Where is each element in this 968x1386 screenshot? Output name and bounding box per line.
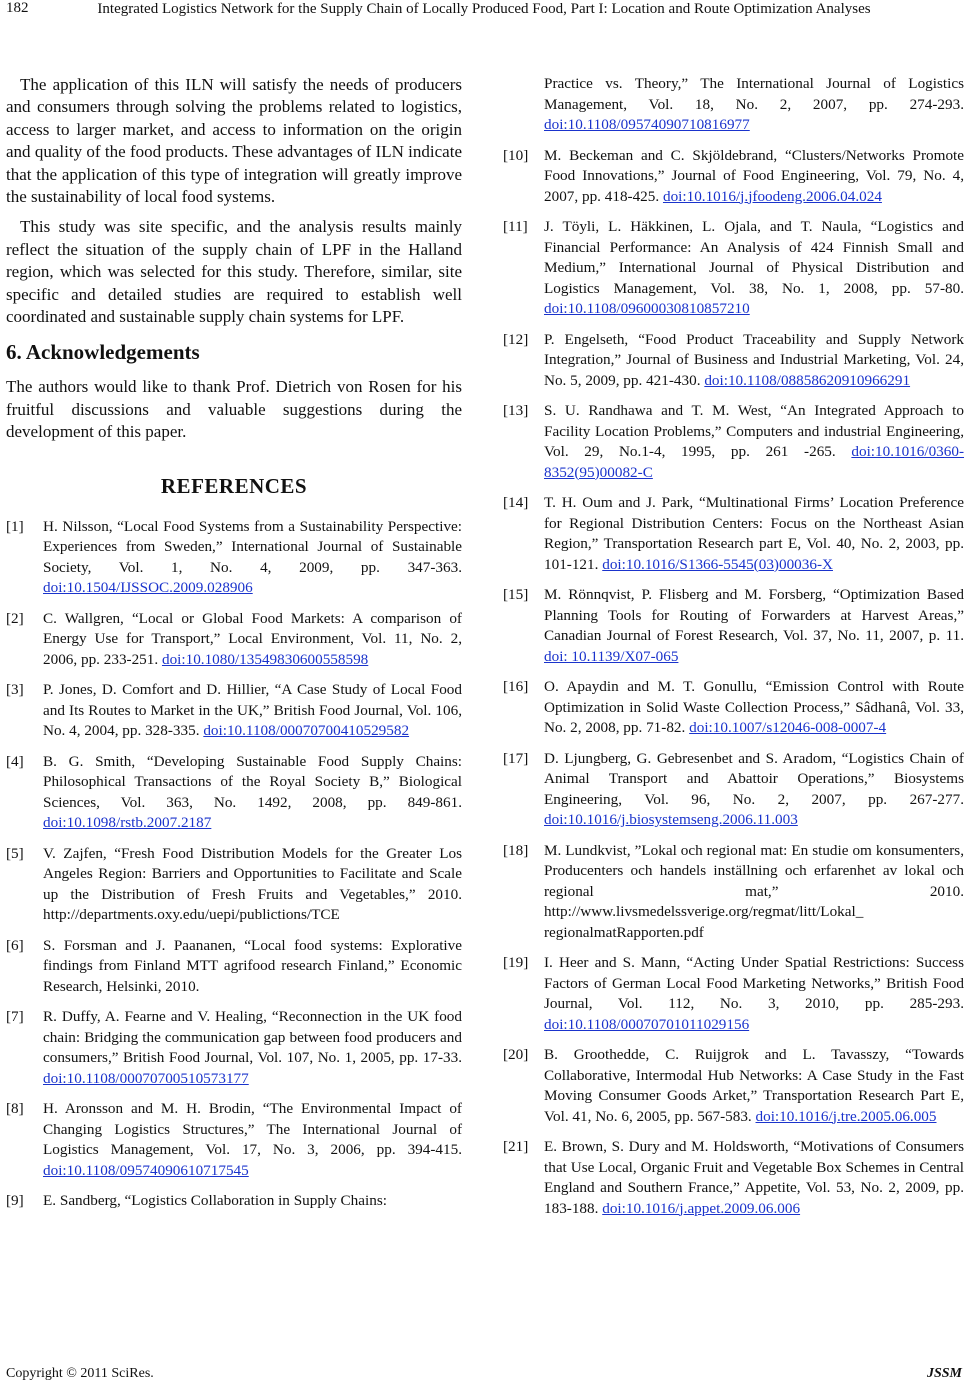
page-header: [0, 0, 968, 44]
reference-citation: E. Brown, S. Dury and M. Holdsworth, “Motivations of Consumers that Use Local, Organic Fruit and Vegetable Box Schemes in Central England and Southern France,” Appetite, Vol. 53, No. 2, 2009, pp. 183-188.: [544, 1138, 964, 1217]
doi-link[interactable]: doi:10.1016/j.biosystemseng.2006.11.003: [544, 811, 798, 828]
reference-citation: P. Engelseth, “Food Product Traceability and Supply Network Integration,” Journal of Business and Industrial Marketing, Vol. 24, No. 5, 2009, pp. 421-430.: [544, 330, 964, 389]
reference-item: [503, 493, 964, 575]
reference-text: [544, 217, 964, 320]
doi-link[interactable]: doi: 10.1139/X07-065: [544, 647, 679, 665]
reference-text: [43, 609, 462, 671]
reference-text: [544, 1137, 964, 1219]
reference-number: [4]: [6, 752, 24, 770]
doi-link[interactable]: doi:10.1108/00070701011029156: [544, 1015, 750, 1033]
reference-number: [13]: [503, 402, 529, 419]
reference-citation: O. Apaydin and M. T. Gonullu, “Emission Control with Route Optimization in Solid Waste Collection Process,” Sâdhanâ, Vol. 33, No. 2, 2008, pp. 71-82.: [544, 678, 964, 736]
doi-link[interactable]: doi:10.1016/0360-8352(95)00082-C: [544, 443, 965, 481]
reference-number: [18]: [503, 841, 529, 859]
reference-number: [8]: [6, 1100, 24, 1118]
reference-text: [43, 844, 462, 926]
doi-link[interactable]: doi:10.1504/IJSSOC.2009.028906: [43, 579, 253, 597]
reference-text: [43, 517, 462, 599]
reference-number: [19]: [503, 954, 529, 971]
reference-item: [6, 517, 462, 599]
reference-item: [6, 609, 462, 671]
reference-number: [16]: [503, 678, 529, 695]
reference-citation: S. U. Randhawa and T. M. West, “An Integrated Approach to Facility Location Problems,” Computers and industrial Engineering, Vol. 29, No.1-4, 1995, pp. 261 -265.: [544, 402, 964, 460]
reference-list-right: [503, 74, 964, 1219]
reference-text: [544, 74, 964, 136]
doi-link[interactable]: doi:10.1108/00070700410529582: [203, 722, 410, 740]
doi-link[interactable]: doi:10.1108/09574090710816977: [544, 116, 750, 133]
reference-number: [3]: [6, 681, 24, 699]
reference-number: [5]: [6, 844, 24, 862]
doi-link[interactable]: doi:10.1098/rstb.2007.2187: [43, 814, 212, 832]
reference-citation: E. Sandberg, “Logistics Collaboration in Supply Chains:: [43, 1192, 387, 1210]
reference-number: [10]: [503, 146, 529, 164]
reference-text: [544, 493, 964, 575]
reference-citation: Practice vs. Theory,” The International Journal of Logistics Management, Vol. 18, No. 2, 2007, pp. 274-293.: [544, 75, 964, 113]
reference-citation: R. Duffy, A. Fearne and V. Healing, “Reconnection in the UK food chain: Bridging the communication gap between food producers and consumers,” British Food Journal, Vol. 107, No. 1, 2005, pp. 17-33.: [43, 1008, 462, 1067]
page-number: 182: [6, 0, 29, 16]
reference-number: [14]: [503, 494, 529, 511]
doi-link[interactable]: doi:10.1108/09574090610717545: [43, 1161, 249, 1179]
reference-text: [544, 841, 964, 944]
reference-number: [9]: [6, 1192, 24, 1210]
reference-citation: D. Ljungberg, G. Gebresenbet and S. Aradom, “Logistics Chain of Animal Transport and Abattoir Operations,” Biosystems Engineering, Vol. 96, No. 2, 2007, pp. 267-277.: [544, 749, 964, 808]
copyright-notice: Copyright © 2011 SciRes.: [6, 1366, 154, 1381]
reference-citation: M. Rönnqvist, P. Flisberg and M. Forsberg, “Optimization Based Planning Tools for Routing of Forwarders at Harvest Areas,” Canadian Journal of Forest Research, Vol. 37, No. 11, 2007, p. 11.: [544, 586, 964, 644]
reference-number: [17]: [503, 749, 529, 767]
reference-text: [43, 1191, 462, 1212]
running-title: Integrated Logistics Network for the Supply Chain of Locally Produced Food, Part I: Location and Route Optimization Analyses: [97, 1, 871, 17]
reference-item: [503, 217, 964, 320]
reference-item: [503, 330, 964, 392]
reference-number: [2]: [6, 609, 24, 627]
reference-text: [544, 953, 964, 1035]
left-column: [6, 74, 462, 1222]
reference-citation: J. Töyli, L. Häkkinen, L. Ojala, and T. Naula, “Logistics and Financial Performance: An Analysis of 424 Finnish Small and Medium,” International Journal of Physical Distribution and Logistics Management, Vol. 38, No. 1, 2008, pp. 57-80.: [544, 218, 964, 297]
reference-list-left: [6, 517, 462, 1212]
reference-citation: M. Lundkvist, ”Lokal och regional mat: En studie om konsumenters, Producenters och handels inställning och erfarenhet av lokal och regional mat,” 2010. http://www.livsmedelssverige.org/regmat/litt/Lokal_ regionalmatRapporten.pdf: [544, 841, 964, 941]
reference-text: [43, 1007, 462, 1089]
doi-link[interactable]: doi:10.1108/09600030810857210: [544, 300, 750, 317]
reference-number: [1]: [6, 517, 24, 535]
right-column: [503, 74, 964, 1229]
reference-text: [43, 936, 462, 998]
reference-text: [544, 677, 964, 739]
reference-item: [503, 1137, 964, 1219]
references-heading: REFERENCES: [160, 473, 308, 498]
reference-citation: S. Forsman and J. Paananen, “Local food systems: Explorative findings from Finland MTT agrifood research Finland,” Economic Research, Helsinki, 2010.: [43, 936, 462, 995]
doi-link[interactable]: doi:10.1108/00070700510573177: [43, 1069, 249, 1087]
reference-number: [7]: [6, 1008, 24, 1026]
reference-text: [544, 749, 964, 831]
reference-item: [6, 1099, 462, 1181]
reference-item: [6, 752, 462, 834]
reference-item: [6, 1007, 462, 1089]
reference-text: [544, 146, 964, 208]
reference-citation: B. Groothedde, C. Ruijgrok and L. Tavasszy, “Towards Collaborative, Intermodal Hub Networks: A Case Study in the Fast Moving Consumer Goods Arket,” Transportation Research Part E, Vol. 41, No. 6, 2005, pp. 567-583.: [544, 1046, 964, 1125]
reference-citation: T. H. Oum and J. Park, “Multinational Firms’ Location Preference for Regional Distribution Centers: Focus on the Northeast Asian Region,” Transportation Research part E, Vol. 40, No. 2, 2003, pp. 101-121.: [544, 494, 964, 573]
body-paragraph: The application of this ILN will satisfy the needs of producers and consumers through solving the problems related to logistics, access to larger market, and access to information on the origin and quality of the food products. These advantages of ILN indicate that the application of this type of integration will greatly improve the sustainability of local food systems.: [6, 75, 462, 207]
reference-number: [6]: [6, 936, 24, 954]
acknowledgements-heading: 6. Acknowledgements: [6, 340, 200, 365]
reference-citation: H. Aronsson and M. H. Brodin, “The Environmental Impact of Changing Logistics Structures,” The International Journal of Logistics Management, Vol. 17, No. 3, 2006, pp. 394-415.: [43, 1100, 462, 1159]
reference-citation: P. Jones, D. Comfort and D. Hillier, “A Case Study of Local Food and Its Routes to Market in the UK,” British Food Journal, Vol. 106, No. 4, 2004, pp. 328-335.: [43, 681, 462, 740]
reference-item: [6, 1191, 462, 1212]
reference-item: [503, 841, 964, 944]
reference-item: [6, 680, 462, 742]
acknowledgements-text: The authors would like to thank Prof. Dietrich von Rosen for his fruitful discussions and valuable suggestions during the development of this paper.: [6, 377, 462, 442]
reference-item: [503, 953, 964, 1035]
doi-link[interactable]: doi:10.1016/S1366-5545(03)00036-X: [602, 555, 833, 573]
reference-number: [15]: [503, 586, 529, 603]
body-paragraph: This study was site specific, and the analysis results mainly reflect the situation of the supply chain of LPF in the Halland region, which was selected for this study. Therefore, similar, site specific and detailed studies are required to establish well coordinated and sustainable supply chain systems for LPF.: [6, 217, 462, 327]
reference-citation: C. Wallgren, “Local or Global Food Markets: A comparison of Energy Use for Transport,” Local Environment, Vol. 11, No. 2, 2006, pp. 233-251.: [43, 609, 462, 668]
doi-link[interactable]: doi:10.1108/08858620910966291: [704, 371, 911, 389]
reference-text: [43, 1099, 462, 1181]
reference-number: [11]: [503, 218, 528, 235]
reference-number: [12]: [503, 330, 529, 348]
reference-item: [503, 677, 964, 739]
reference-number: [21]: [503, 1138, 529, 1155]
reference-citation: B. G. Smith, “Developing Sustainable Food Supply Chains: Philosophical Transactions of the Royal Society B,” Biological Sciences, Vol. 363, No. 1492, 2008, pp. 849-861.: [43, 752, 462, 811]
doi-link[interactable]: doi:10.1080/13549830600558598: [161, 650, 369, 668]
doi-link[interactable]: doi:10.1016/j.appet.2009.06.006: [602, 1199, 801, 1217]
reference-text: [544, 585, 964, 667]
reference-text: [43, 752, 462, 834]
reference-citation: I. Heer and S. Mann, “Acting Under Spatial Restrictions: Success Factors of German Local Food Marketing Networks,” British Food Journal, Vol. 112, No. 3, 2010, pp. 285-293.: [544, 954, 964, 1012]
reference-item: [503, 585, 964, 667]
reference-item: [503, 146, 964, 208]
reference-item: [503, 74, 964, 136]
reference-text: [43, 680, 462, 742]
doi-link[interactable]: doi:10.1007/s12046-008-0007-4: [689, 719, 887, 736]
reference-text: [544, 401, 964, 483]
doi-link[interactable]: doi:10.1016/j.tre.2005.06.005: [755, 1107, 937, 1125]
reference-citation: H. Nilsson, “Local Food Systems from a Sustainability Perspective: Experiences from Sweden,” International Journal of Sustainable Society, Vol. 1, No. 4, 2009, pp. 347-363.: [43, 517, 462, 576]
reference-item: [503, 749, 964, 831]
reference-number: [503, 74, 544, 136]
reference-citation: V. Zajfen, “Fresh Food Distribution Models for the Greater Los Angeles Region: Barriers and Opportunities to Facilitate and Scale up the Distribution of Fresh Fruits and Vegetables,” 2010. http://departments.oxy.edu/uepi/publictions/TCE: [43, 844, 462, 924]
reference-text: [544, 330, 964, 392]
reference-text: [544, 1045, 964, 1127]
reference-item: [6, 844, 462, 926]
reference-item: [503, 1045, 964, 1127]
journal-abbrev: JSSM: [926, 1366, 962, 1381]
reference-number: [20]: [503, 1046, 529, 1063]
reference-item: [503, 401, 964, 483]
doi-link[interactable]: doi:10.1016/j.jfoodeng.2006.04.024: [662, 187, 882, 205]
reference-item: [6, 936, 462, 998]
reference-citation: M. Beckeman and C. Skjöldebrand, “Clusters/Networks Promote Food Innovations,” Journal of Food Engineering, Vol. 79, No. 4, 2007, pp. 418-425.: [544, 146, 964, 205]
